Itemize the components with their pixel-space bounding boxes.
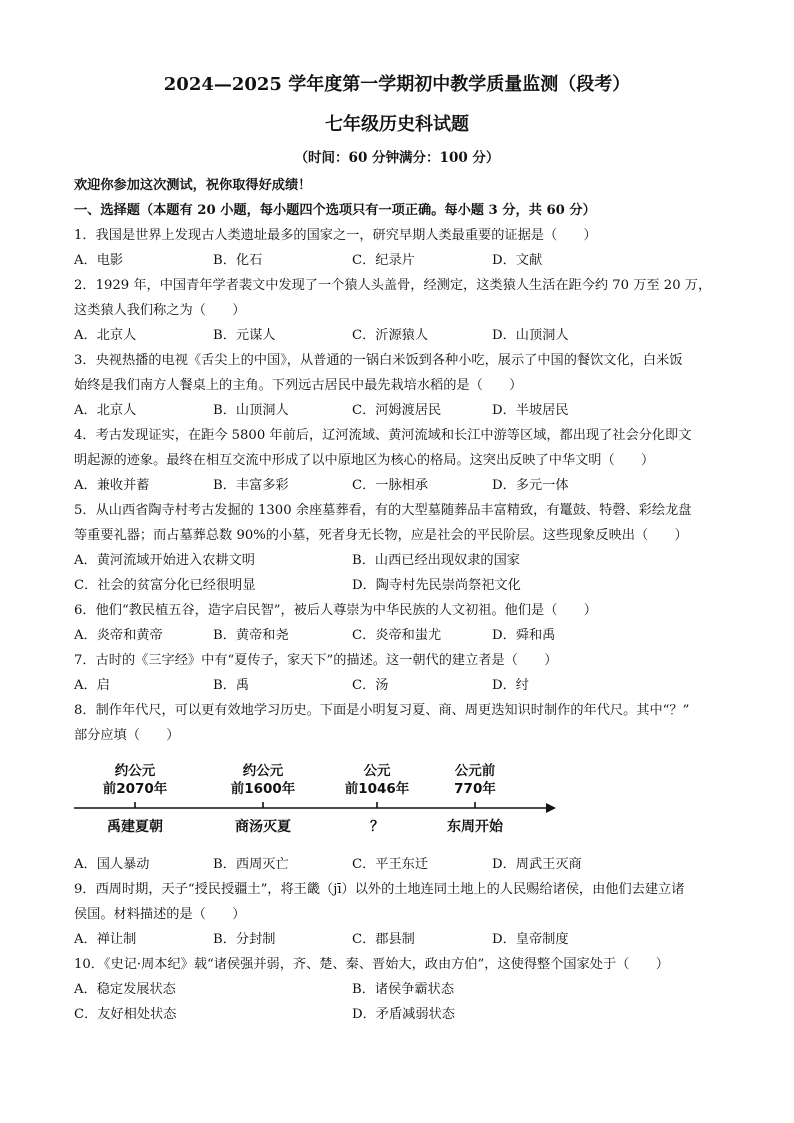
option-a: A．国人暴动 (74, 857, 150, 872)
timeline-event-1: 禹建夏朝 (107, 819, 163, 835)
question-10-options-row2 (74, 1003, 774, 1023)
question-9-text-cont: 侯国。材料描述的是（ ） (74, 907, 246, 922)
option-b: B．西周灭亡 (213, 857, 289, 872)
option-a: A．北京人 (74, 328, 137, 343)
timeline-event-4: 东周开始 (447, 819, 503, 835)
option-a: A．启 (74, 678, 110, 693)
option-b: B．黄帝和尧 (213, 628, 289, 643)
option-c: C．汤 (352, 678, 389, 693)
question-3-text: 3．央视热播的电视《舌尖上的中国》，从普通的一锅白米饭到各种小吃，展示了中国的餐饮文化，白米饭 (74, 353, 683, 368)
option-d: D．皇帝制度 (492, 932, 569, 947)
timeline-event-2: 商汤灭夏 (235, 819, 291, 835)
option-b: B．化石 (213, 253, 263, 268)
question-9-text: 9．西周时期，天子“授民授疆土”，将王畿（jī）以外的土地连同土地上的人民赐给诸侯，由他们去建立诸 (74, 882, 685, 897)
question-4-options (74, 474, 774, 494)
option-d: D．周武王灭商 (492, 857, 582, 872)
timeline-date-4: 公元前 770年 (454, 763, 496, 797)
option-b: B．山西已经出现奴隶的国家 (352, 553, 520, 568)
question-5-options-row1 (74, 549, 774, 569)
question-5-options-row2 (74, 574, 774, 594)
option-b: B．诸侯争霸状态 (352, 982, 455, 997)
option-c: C．一脉相承 (352, 478, 429, 493)
question-1-options (74, 249, 774, 269)
option-c: C．社会的贫富分化已经很明显 (74, 578, 256, 593)
timeline-date-3: 公元 前1046年 (344, 763, 410, 797)
option-b: B．禹 (213, 678, 250, 693)
option-c: C．友好相处状态 (74, 1007, 177, 1022)
question-10-text: 10．《史记·周本纪》载“诸侯强并弱，齐、楚、秦、晋始大，政由方伯”，这使得整个国家处于（ ） (74, 957, 669, 972)
option-b: B．分封制 (213, 932, 276, 947)
option-a: A．稳定发展状态 (74, 982, 176, 997)
question-4-text-cont: 明起源的迹象。最终在相互交流中形成了以中原地区为核心的格局。这突出反映了中华文明（ ） (74, 453, 655, 468)
timeline-figure (70, 762, 560, 842)
question-8-text: 8．制作年代尺，可以更有效地学习历史。下面是小明复习夏、商、周更迭知识时制作的年代尺。其中“？” (74, 703, 690, 718)
question-2-text: 2．1929 年，中国青年学者裴文中发现了一个猿人头盖骨，经测定，这类猿人生活在距今约 70 万至 20 万， (74, 278, 712, 293)
option-d: D．矛盾减弱状态 (352, 1007, 455, 1022)
question-5-text: 5．从山西省陶寺村考古发掘的 1300 余座墓葬看，有的大型墓随葬品丰富精致，有鼍鼓、特磬、彩绘龙盘 (74, 503, 692, 518)
question-2-text-cont: 这类猿人我们称之为（ ） (74, 303, 246, 318)
question-5-text-cont: 等重要礼器；而占墓葬总数 90%的小墓，死者身无长物，应是社会的平民阶层。这些现象反映出（ ） (74, 528, 688, 543)
exam-title: 2024—2025 学年度第一学期初中教学质量监测（段考） (163, 74, 631, 95)
exam-info: （时间：60 分钟满分：100 分） (294, 150, 500, 166)
option-a: A．电影 (74, 253, 124, 268)
question-6-options (74, 624, 774, 644)
question-8-text-cont: 部分应填（ ） (74, 728, 180, 743)
question-4-text: 4．考古发现证实，在距今 5800 年前后，辽河流域、黄河流域和长江中游等区域，都出现了社会分化即文 (74, 428, 692, 443)
option-d: D．多元一体 (492, 478, 569, 493)
option-b: B．元谋人 (213, 328, 276, 343)
timeline-date-1: 约公元 前2070年 (102, 763, 168, 797)
option-d: D．半坡居民 (492, 403, 569, 418)
option-a: A．北京人 (74, 403, 137, 418)
exam-subtitle: 七年级历史科试题 (325, 114, 469, 135)
option-c: C．炎帝和蚩尤 (352, 628, 442, 643)
question-2-options (74, 324, 774, 344)
option-b: B．丰富多彩 (213, 478, 289, 493)
option-a: A．炎帝和黄帝 (74, 628, 163, 643)
option-c: C．纪录片 (352, 253, 415, 268)
option-c: C．沂源猿人 (352, 328, 429, 343)
question-1-text: 1．我国是世界上发现古人类遗址最多的国家之一，研究早期人类最重要的证据是（ ） (74, 228, 597, 243)
option-d: D．文献 (492, 253, 543, 268)
welcome-text: 欢迎你参加这次测试，祝你取得好成绩！ (74, 178, 312, 193)
question-3-options (74, 399, 774, 419)
option-c: C．郡县制 (352, 932, 415, 947)
question-8-options (74, 853, 774, 873)
option-a: A．禅让制 (74, 932, 137, 947)
option-d: D．陶寺村先民崇尚祭祀文化 (352, 578, 521, 593)
timeline-date-2: 约公元 前1600年 (230, 763, 296, 797)
option-b: B．山顶洞人 (213, 403, 289, 418)
question-10-options-row1 (74, 978, 774, 998)
option-d: D．纣 (492, 678, 529, 693)
option-a: A．黄河流域开始进入农耕文明 (74, 553, 255, 568)
option-d: D．山顶洞人 (492, 328, 569, 343)
question-6-text: 6．他们“教民植五谷，造字启民智”，被后人尊崇为中华民族的人文初祖。他们是（ ） (74, 603, 597, 618)
question-3-text-cont: 始终是我们南方人餐桌上的主角。下列远古居民中最先栽培水稻的是（ ） (74, 378, 523, 393)
question-7-text: 7．古时的《三字经》中有“夏传子，家天下”的描述。这一朝代的建立者是（ ） (74, 653, 558, 668)
section-heading: 一、选择题（本题有 20 小题，每小题四个选项只有一项正确。每小题 3 分，共 60 分） (74, 203, 596, 218)
option-c: C．平王东迁 (352, 857, 429, 872)
question-9-options (74, 928, 774, 948)
option-d: D．舜和禹 (492, 628, 556, 643)
timeline-event-3: ？ (370, 819, 384, 835)
option-c: C．河姆渡居民 (352, 403, 442, 418)
option-a: A．兼收并蓄 (74, 478, 150, 493)
question-7-options (74, 674, 774, 694)
